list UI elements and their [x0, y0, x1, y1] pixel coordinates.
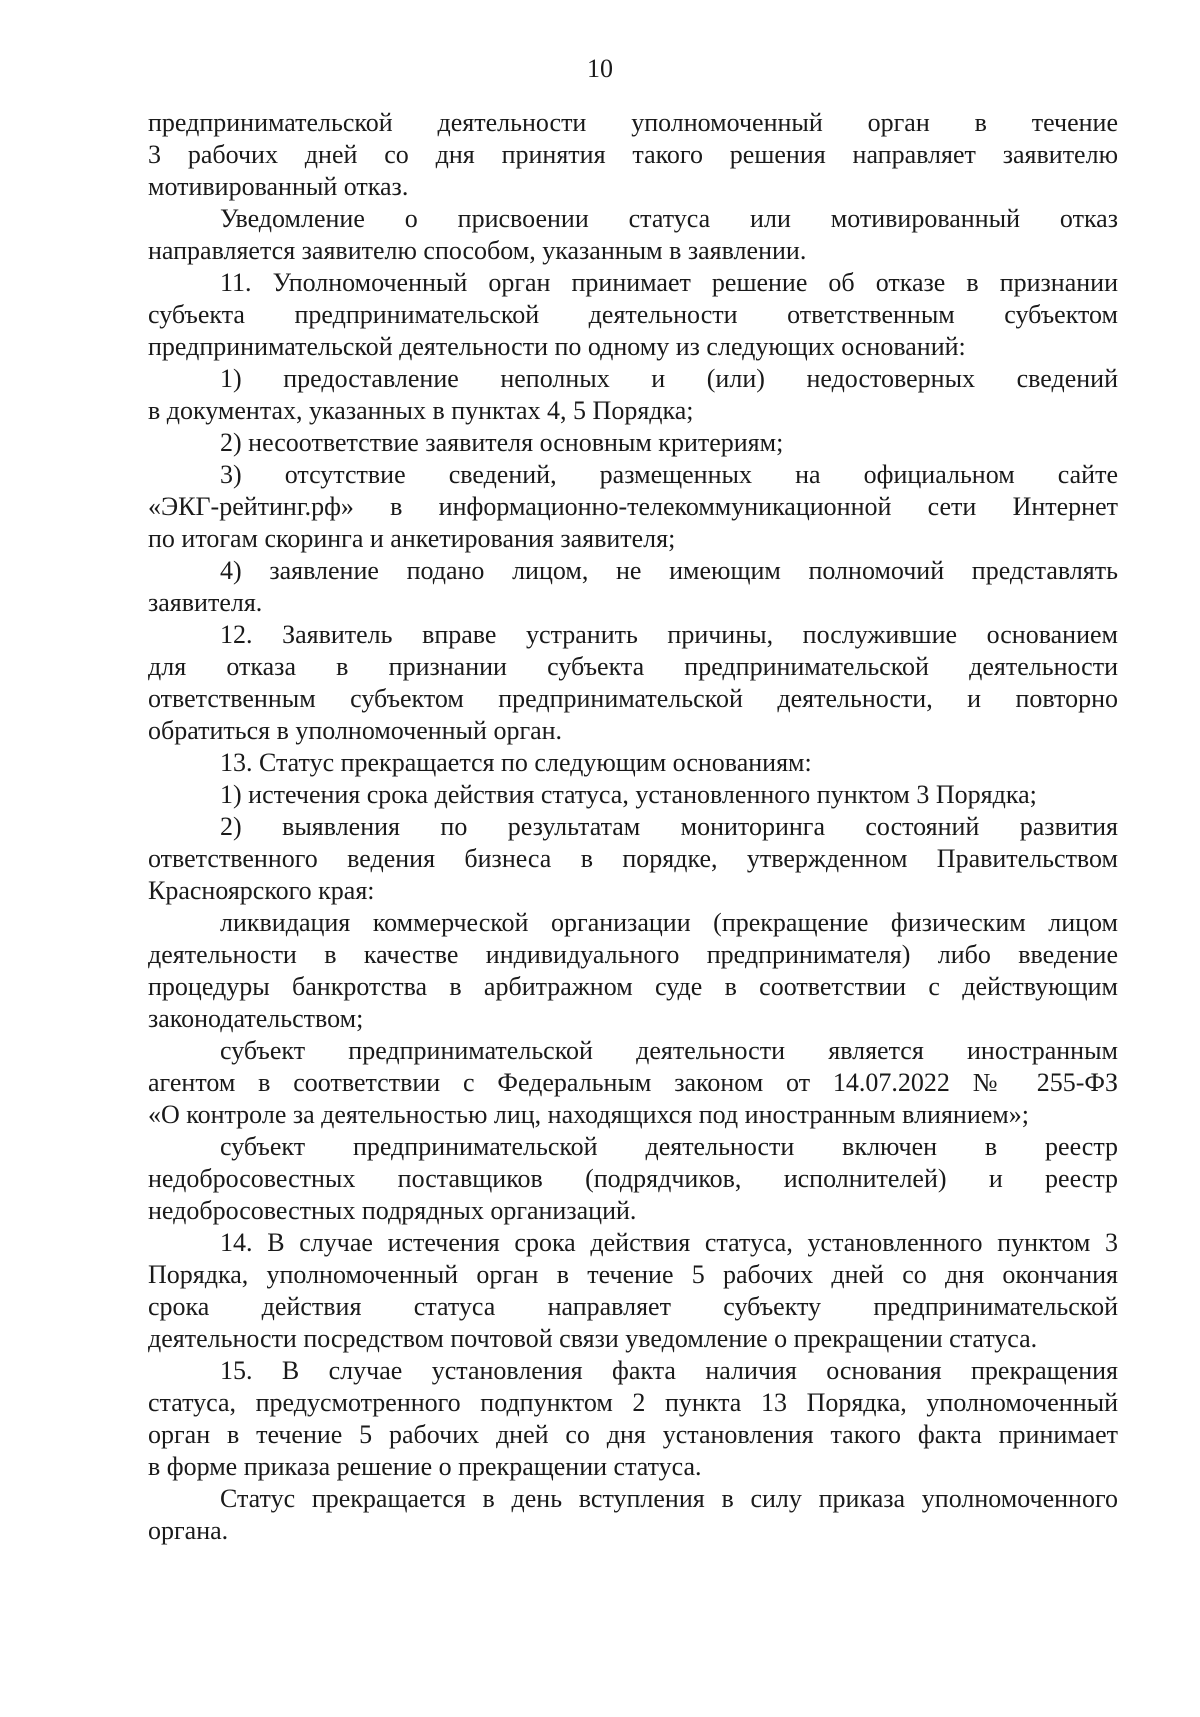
paragraph: [148, 459, 1118, 555]
text-line: субъекта предпринимательской деятельности ответственным субъектом: [148, 300, 1118, 329]
text-line: органа.: [148, 1516, 229, 1545]
text-line: обратиться в уполномоченный орган.: [148, 716, 563, 745]
text-line: недобросовестных поставщиков (подрядчиков, исполнителей) и реестр: [148, 1164, 1118, 1193]
text-line: ответственным субъектом предпринимательской деятельности, и повторно: [148, 684, 1118, 713]
text-line: процедуры банкротства в арбитражном суде в соответствии с действующим: [148, 972, 1118, 1001]
paragraph: [148, 363, 1118, 427]
text-line: Порядка, уполномоченный орган в течение 5 рабочих дней со дня окончания: [148, 1260, 1118, 1289]
text-line: предпринимательской деятельности по одному из следующих оснований:: [148, 332, 966, 361]
text-line: деятельности посредством почтовой связи уведомление о прекращении статуса.: [148, 1324, 1038, 1353]
text-line: 3 рабочих дней со дня принятия такого решения направляет заявителю: [148, 140, 1118, 169]
paragraph: [148, 811, 1118, 907]
text-line: ликвидация коммерческой организации (прекращение физическим лицом: [220, 908, 1118, 937]
paragraph: [148, 779, 1118, 811]
text-line: статуса, предусмотренного подпунктом 2 пункта 13 Порядка, уполномоченный: [148, 1388, 1118, 1417]
text-line: 13. Статус прекращается по следующим основаниям:: [220, 748, 812, 777]
text-line: агентом в соответствии с Федеральным законом от 14.07.2022 № 255-ФЗ: [148, 1068, 1118, 1097]
paragraph: [148, 427, 1118, 459]
text-line: субъект предпринимательской деятельности включен в реестр: [220, 1132, 1118, 1161]
text-line: законодательством;: [148, 1004, 364, 1033]
paragraph: [148, 107, 1118, 203]
paragraph: [148, 555, 1118, 619]
paragraph: [148, 1355, 1118, 1483]
text-line: субъект предпринимательской деятельности является иностранным: [220, 1036, 1118, 1065]
text-line: направляется заявителю способом, указанным в заявлении.: [148, 236, 807, 265]
text-line: деятельности в качестве индивидуального предпринимателя) либо введение: [148, 940, 1118, 969]
text-line: 11. Уполномоченный орган принимает решение об отказе в признании: [220, 268, 1118, 297]
paragraph: [148, 1131, 1118, 1227]
text-line: Красноярского края:: [148, 876, 375, 905]
text-line: «ЭКГ-рейтинг.рф» в информационно-телекоммуникационной сети Интернет: [148, 492, 1118, 521]
text-line: 3) отсутствие сведений, размещенных на официальном сайте: [220, 460, 1118, 489]
paragraph: [148, 1483, 1118, 1547]
text-line: 1) предоставление неполных и (или) недостоверных сведений: [220, 364, 1118, 393]
text-line: недобросовестных подрядных организаций.: [148, 1196, 637, 1225]
text-line: 2) выявления по результатам мониторинга состояний развития: [220, 812, 1118, 841]
paragraph: [148, 747, 1118, 779]
paragraph: [148, 619, 1118, 747]
text-line: ответственного ведения бизнеса в порядке, утвержденном Правительством: [148, 844, 1118, 873]
document-body: [148, 107, 1118, 1547]
text-line: 15. В случае установления факта наличия основания прекращения: [220, 1356, 1118, 1385]
text-line: предпринимательской деятельности уполномоченный орган в течение: [148, 108, 1118, 137]
paragraph: [148, 267, 1118, 363]
text-line: 14. В случае истечения срока действия статуса, установленного пунктом 3: [220, 1228, 1118, 1257]
paragraph: [148, 1227, 1118, 1355]
text-line: Уведомление о присвоении статуса или мотивированный отказ: [220, 204, 1118, 233]
paragraph: [148, 203, 1118, 267]
text-line: для отказа в признании субъекта предпринимательской деятельности: [148, 652, 1118, 681]
text-line: «О контроле за деятельностью лиц, находящихся под иностранным влиянием»;: [148, 1100, 1029, 1129]
text-line: орган в течение 5 рабочих дней со дня установления такого факта принимает: [148, 1420, 1118, 1449]
text-line: 4) заявление подано лицом, не имеющим полномочий представлять: [220, 556, 1118, 585]
text-line: заявителя.: [148, 588, 263, 617]
paragraph: [148, 907, 1118, 1035]
text-line: 1) истечения срока действия статуса, установленного пунктом 3 Порядка;: [220, 780, 1037, 809]
paragraph: [148, 1035, 1118, 1131]
text-line: в документах, указанных в пунктах 4, 5 Порядка;: [148, 396, 694, 425]
text-line: по итогам скоринга и анкетирования заявителя;: [148, 524, 676, 553]
text-line: 12. Заявитель вправе устранить причины, послужившие основанием: [220, 620, 1118, 649]
text-line: в форме приказа решение о прекращении статуса.: [148, 1452, 702, 1481]
text-line: мотивированный отказ.: [148, 172, 409, 201]
page-number: 10: [587, 54, 613, 83]
text-line: Статус прекращается в день вступления в силу приказа уполномоченного: [220, 1484, 1118, 1513]
text-line: срока действия статуса направляет субъекту предпринимательской: [148, 1292, 1118, 1321]
text-line: 2) несоответствие заявителя основным критериям;: [220, 428, 784, 457]
